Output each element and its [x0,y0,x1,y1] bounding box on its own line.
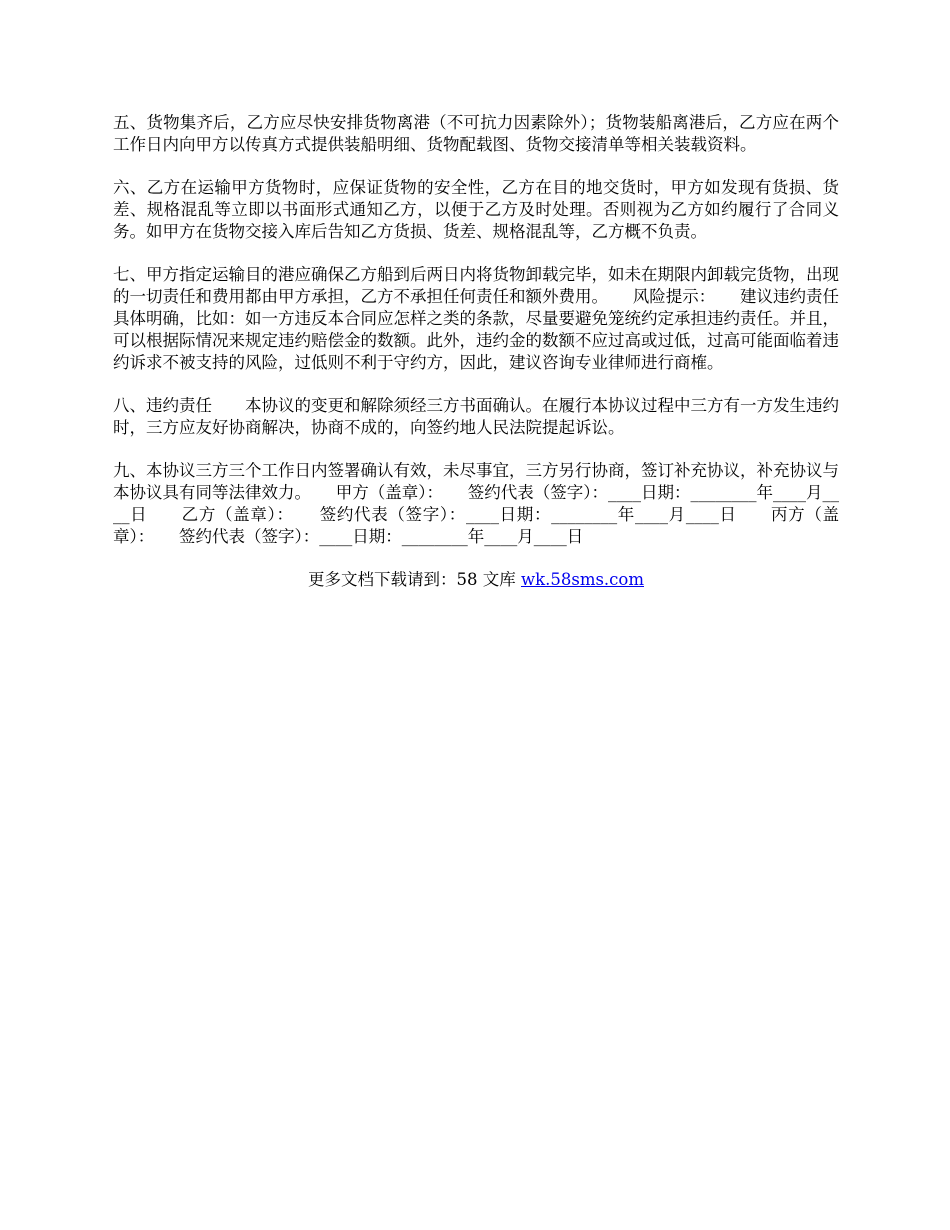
paragraph-seven-unloading-and-risk: 七、甲方指定运输目的港应确保乙方船到后两日内将货物卸载完毕，如未在期限内卸载完货物，出现的一切责任和费用都由甲方承担，乙方不承担任何责任和额外费用。 风险提示： 建议违约责任具体明确，比如：如一方违反本合同应怎样之类的条款，尽量要避免笼统约定承担违约责任。并且，可以根据际情况来规定违约赔偿金的数额。此外，违约金的数额不应过高或过低，过高可能面临着违约诉求不被支持的风险，过低则不利于守约方，因此，建议咨询专业律师进行商榷。 [113,265,839,372]
footer-link[interactable]: wk.58sms.com [520,570,644,589]
footer-prefix: 更多文档下载请到：58 文库 [307,570,521,589]
paragraph-eight-breach-liability: 八、违约责任 本协议的变更和解除须经三方书面确认。在履行本协议过程中三方有一方发生违约时，三方应友好协商解决，协商不成的，向签约地人民法院提起诉讼。 [113,396,839,437]
paragraph-nine-signatures: 九、本协议三方三个工作日内签署确认有效，未尽事宜，三方另行协商，签订补充协议，补充协议与本协议具有同等法律效力。 甲方（盖章）： 签约代表（签字）：____日期：________年____月____日 乙方（盖章）： 签约代表（签字）：____日期：________年____月____日 丙方（盖章）： 签约代表（签字）：____日期：________年____月____日 [113,461,839,546]
paragraph-five-cargo-departure: 五、货物集齐后，乙方应尽快安排货物离港（不可抗力因素除外）；货物装船离港后，乙方应在两个工作日内向甲方以传真方式提供装船明细、货物配载图、货物交接清单等相关装载资料。 [113,113,839,154]
document-page [113,112,839,591]
download-footer [113,569,839,591]
paragraph-six-cargo-safety: 六、乙方在运输甲方货物时，应保证货物的安全性，乙方在目的地交货时，甲方如发现有货损、货差、规格混乱等立即以书面形式通知乙方，以便于乙方及时处理。否则视为乙方如约履行了合同义务。如甲方在货物交接入库后告知乙方货损、货差、规格混乱等，乙方概不负责。 [113,178,839,241]
